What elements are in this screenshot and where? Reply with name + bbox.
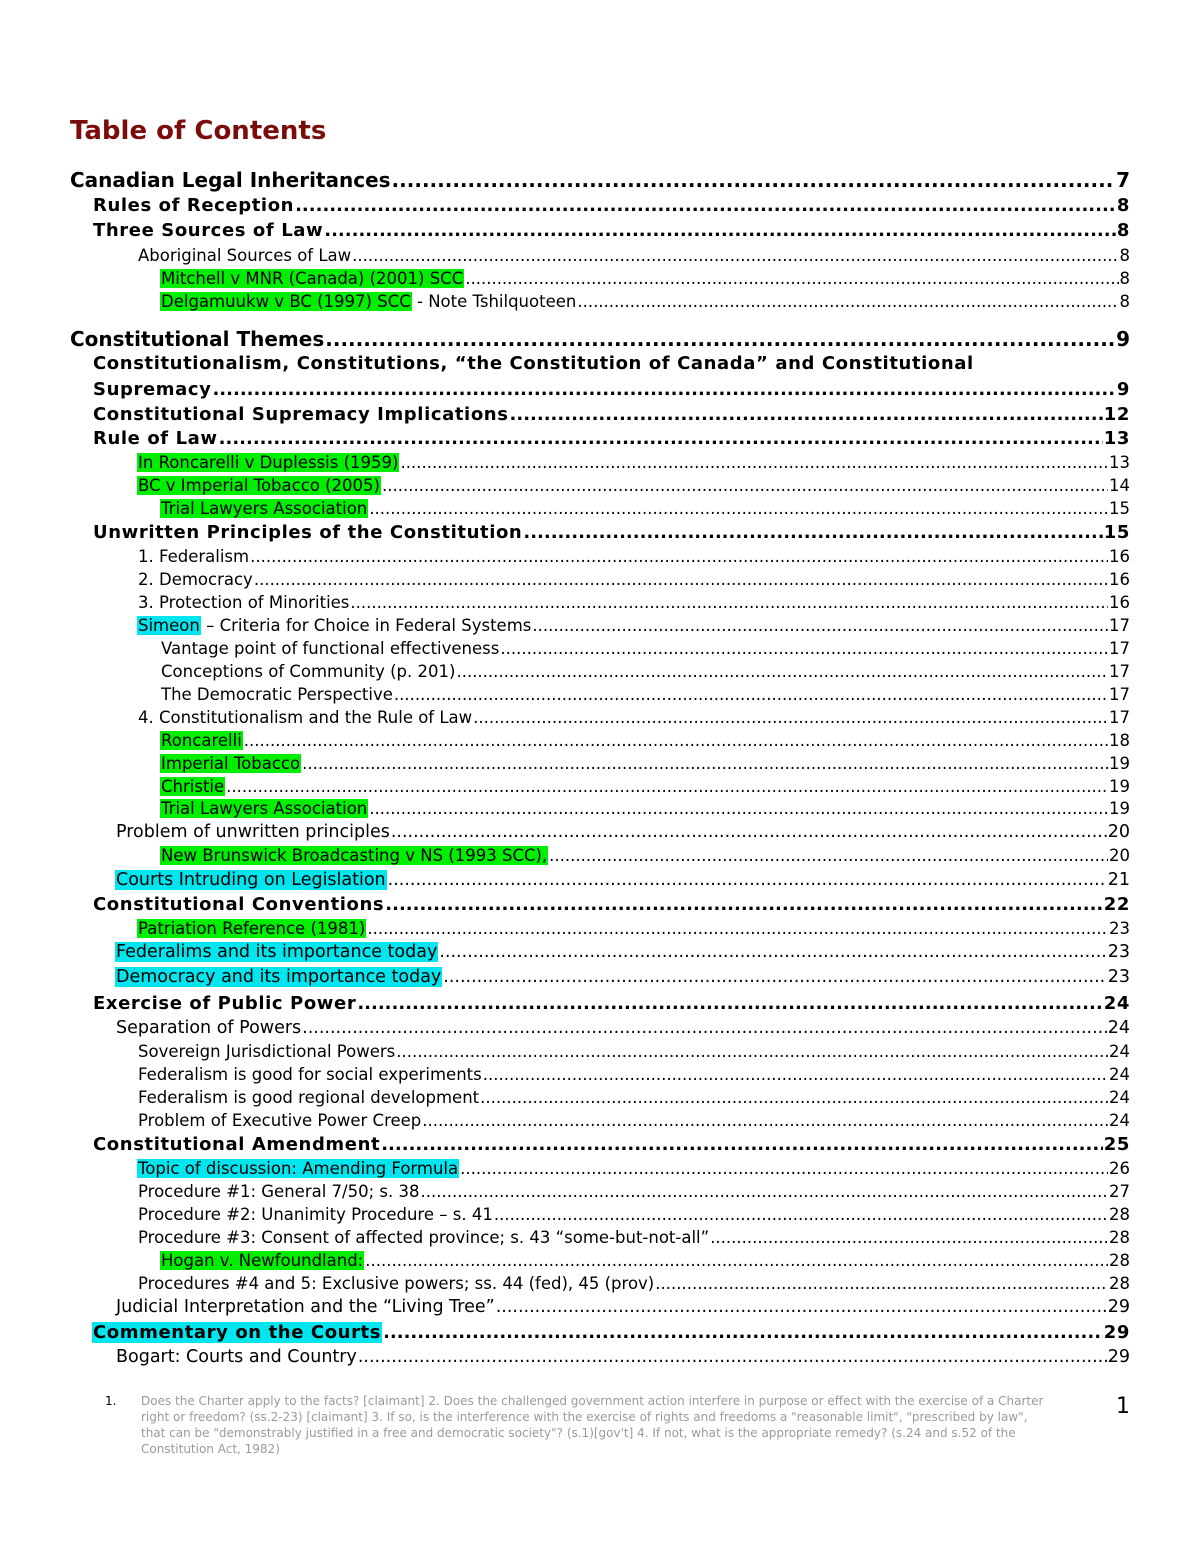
dot-leader (420, 1180, 1108, 1203)
toc-entry-page: 25 (1103, 1134, 1130, 1155)
toc-entry-label: Procedure #2: Unanimity Procedure – s. 41 (138, 1205, 493, 1224)
highlighted-label: New Brunswick Broadcasting v NS (1993 SCC), (161, 846, 548, 865)
dot-leader (523, 520, 1102, 545)
highlighted-label: Christie (161, 777, 225, 796)
toc-entry[interactable] (70, 729, 1130, 752)
dot-leader (385, 892, 1102, 917)
toc-entry-page: 8 (1119, 246, 1130, 265)
dot-leader (500, 637, 1108, 660)
dot-leader (465, 267, 1118, 290)
toc-entry-page: 23 (1107, 942, 1130, 962)
dot-leader (394, 683, 1108, 706)
toc-entry[interactable] (70, 267, 1130, 290)
toc-entry[interactable] (70, 377, 1130, 402)
toc-entry[interactable] (70, 426, 1130, 451)
dot-leader (439, 940, 1106, 965)
toc-entry-page: 17 (1109, 708, 1130, 727)
toc-entry-page: 9 (1116, 379, 1130, 400)
toc-entry-label: Rules of Reception (93, 195, 295, 216)
toc-entry-page: 28 (1109, 1251, 1130, 1270)
dot-leader (510, 402, 1103, 427)
toc-entry[interactable] (70, 820, 1130, 845)
highlighted-label: Delgamuukw v BC (1997) SCC (161, 292, 411, 311)
dot-leader (365, 1249, 1108, 1272)
dot-leader (226, 775, 1108, 798)
toc-entry-label: Sovereign Jurisdictional Powers (138, 1042, 396, 1061)
toc-entry-page: 20 (1109, 846, 1130, 865)
toc-entry[interactable] (70, 892, 1130, 917)
dot-leader (367, 917, 1108, 940)
toc-entry-label: Exercise of Public Power (93, 993, 357, 1014)
highlighted-label: Trial Lawyers Association (161, 799, 368, 818)
toc-entry[interactable] (70, 991, 1130, 1016)
toc-entry-label: Problem of Executive Power Creep (138, 1111, 422, 1130)
toc-entry-page: 17 (1109, 639, 1130, 658)
toc-entry-label (160, 729, 243, 752)
toc-entry-label: Canadian Legal Inheritances (70, 168, 391, 192)
toc-entry-page: 24 (1109, 1088, 1130, 1107)
toc-entry-page: 13 (1103, 428, 1130, 449)
dot-leader (422, 1109, 1108, 1132)
toc-entry[interactable] (70, 325, 1130, 353)
toc-entry-page: 23 (1107, 967, 1130, 987)
dot-leader (494, 1203, 1108, 1226)
toc-entry[interactable] (70, 1040, 1130, 1063)
toc-entry[interactable] (70, 706, 1130, 729)
highlighted-label: Federalims and its importance today (116, 942, 438, 962)
highlighted-label: Democracy and its importance today (116, 967, 442, 987)
dot-leader (400, 451, 1108, 474)
toc-entry-page: 8 (1119, 292, 1130, 311)
toc-entry-label: Constitutional Amendment (93, 1134, 381, 1155)
toc-entry-page: 26 (1109, 1159, 1130, 1178)
dot-leader (254, 568, 1108, 591)
toc-entry[interactable] (70, 402, 1130, 427)
dot-leader (396, 1040, 1108, 1063)
highlighted-label: BC v Imperial Tobacco (2005) (138, 476, 380, 495)
toc-entry-label: Constitutional Supremacy Implications (93, 404, 509, 425)
toc-entry-page: 14 (1109, 476, 1130, 495)
dot-leader (577, 290, 1118, 313)
toc-entry[interactable] (70, 351, 1130, 376)
toc-entry-label: Three Sources of Law (93, 220, 324, 241)
toc-entry-page: 27 (1109, 1182, 1130, 1201)
toc-entry-page: 13 (1109, 453, 1130, 472)
toc-entry-page: 17 (1109, 662, 1130, 681)
footnote-text: Does the Charter apply to the facts? [claimant] 2. Does the challenged government action interfere in purpose or effect with the exercise of a Charter right or freedom? (ss.2-23) [claimant] 3. If so, is the interference with the exercise of rights and freedoms a "reasonable limit", "prescribed by law", that can be "demonstrably justified in a free and democratic society"? (s.1)[gov't] 4. If not, what is the appropriate remedy? (s.24 and s.52 of the Constitution Act, 1982) (141, 1394, 1044, 1456)
footnote-marker: 1. (105, 1394, 117, 1408)
label-suffix: – Criteria for Choice in Federal Systems (200, 616, 532, 635)
toc-entry[interactable] (70, 451, 1130, 474)
toc-entry-label: 2. Democracy (138, 570, 253, 589)
dot-leader (655, 1272, 1108, 1295)
toc-entry[interactable] (70, 591, 1130, 614)
toc-entry-label (115, 940, 438, 965)
toc-entry-page: 19 (1109, 799, 1130, 818)
toc-entry[interactable] (70, 683, 1130, 706)
toc-entry-label: Rule of Law (93, 428, 218, 449)
toc-entry-label: Unwritten Principles of the Constitution (93, 522, 523, 543)
toc-entry-page: 17 (1109, 616, 1130, 635)
toc-entry-page: 8 (1116, 195, 1130, 216)
toc-entry[interactable] (70, 775, 1130, 798)
toc-entry-page: 24 (1109, 1065, 1130, 1084)
toc-entry-label (160, 1249, 364, 1272)
toc-entry[interactable] (70, 1272, 1130, 1295)
dot-leader (391, 820, 1107, 845)
toc-entry-label (160, 290, 576, 313)
toc-entry[interactable] (70, 940, 1130, 965)
toc-entry-label: Procedures #4 and 5: Exclusive powers; ss. 44 (fed), 45 (prov) (138, 1274, 655, 1293)
toc-entry-label (137, 474, 381, 497)
dot-leader (382, 474, 1108, 497)
toc-entry[interactable] (70, 218, 1130, 243)
toc-entry-page: 17 (1109, 685, 1130, 704)
dot-leader (381, 1132, 1103, 1157)
toc-entry-page: 29 (1103, 1322, 1130, 1343)
toc-entry-page: 19 (1109, 777, 1130, 796)
toc-entry-page: 24 (1107, 1018, 1130, 1038)
toc-entry-page: 12 (1103, 404, 1130, 425)
toc-entry-label: The Democratic Perspective (161, 685, 393, 704)
toc-entry[interactable] (70, 1345, 1130, 1370)
dot-leader (549, 844, 1108, 867)
toc-entry[interactable] (70, 1016, 1130, 1041)
label-suffix: - Note Tshilquoteen (411, 292, 577, 311)
dot-leader (483, 1063, 1108, 1086)
dot-leader (295, 193, 1116, 218)
toc-entry-label (137, 451, 399, 474)
toc-entry-label (137, 917, 366, 940)
toc-entry-label (160, 797, 368, 820)
toc-title: Table of Contents (70, 116, 327, 146)
toc-entry-label: 4. Constitutionalism and the Rule of Law (138, 708, 473, 727)
toc-entry[interactable] (70, 290, 1130, 313)
dot-leader (443, 965, 1106, 990)
dot-leader (302, 1016, 1107, 1041)
highlighted-label: Roncarelli (161, 731, 242, 750)
dot-leader (357, 991, 1102, 1016)
toc-entry[interactable] (70, 844, 1130, 867)
toc-entry-label (115, 868, 387, 893)
page-number: 1 (1116, 1394, 1130, 1419)
toc-entry[interactable] (70, 568, 1130, 591)
toc-entry-label: Vantage point of functional effectiveness (161, 639, 500, 658)
toc-entry-page: 20 (1107, 822, 1130, 842)
toc-entry-page: 24 (1103, 993, 1130, 1014)
toc-entry-label: Separation of Powers (116, 1018, 302, 1038)
dot-leader (383, 1320, 1103, 1345)
toc-entry[interactable] (70, 868, 1130, 893)
toc-entry-page: 18 (1109, 731, 1130, 750)
toc-entry-label (160, 267, 464, 290)
toc-entry-label (160, 775, 225, 798)
toc-entry[interactable] (70, 474, 1130, 497)
toc-entry[interactable] (70, 166, 1130, 194)
toc-entry[interactable] (70, 965, 1130, 990)
toc-entry-page: 16 (1109, 547, 1130, 566)
toc-entry-page: 29 (1107, 1297, 1130, 1317)
toc-entry[interactable] (70, 1180, 1130, 1203)
toc-entry-label (92, 1320, 382, 1345)
toc-entry[interactable] (70, 1109, 1130, 1132)
toc-entry[interactable] (70, 497, 1130, 520)
toc-entry[interactable] (70, 614, 1130, 637)
toc-entry[interactable] (70, 1157, 1130, 1180)
toc-entry-label: Procedure #1: General 7/50; s. 38 (138, 1182, 420, 1201)
toc-entry-page: 15 (1103, 522, 1130, 543)
footnote (105, 1393, 1045, 1457)
dot-leader (244, 729, 1108, 752)
toc-entry-label: Judicial Interpretation and the “Living Tree” (116, 1297, 495, 1317)
toc-entry-page: 22 (1103, 894, 1130, 915)
toc-entry[interactable] (70, 545, 1130, 568)
toc-entry-page: 19 (1109, 754, 1130, 773)
toc-entry-page: 28 (1109, 1205, 1130, 1224)
dot-leader (324, 218, 1116, 243)
dot-leader (250, 545, 1108, 568)
toc-entry-page: 24 (1109, 1042, 1130, 1061)
toc-entry[interactable] (70, 244, 1130, 267)
highlighted-label: Hogan v. Newfoundland: (161, 1251, 364, 1270)
toc-entry-label: Constitutional Themes (70, 327, 325, 351)
highlighted-label: Courts Intruding on Legislation (116, 870, 386, 890)
toc-entry[interactable] (70, 193, 1130, 218)
toc-entry-page: 15 (1109, 499, 1130, 518)
toc-entry-label: Bogart: Courts and Country (116, 1347, 357, 1367)
dot-leader (325, 325, 1115, 353)
dot-leader (369, 797, 1108, 820)
toc-entry-page: 28 (1109, 1274, 1130, 1293)
toc-entry-page: 16 (1109, 593, 1130, 612)
toc-entry-label (115, 965, 442, 990)
dot-leader (460, 1157, 1108, 1180)
toc-entry[interactable] (70, 1295, 1130, 1320)
toc-entry-page: 8 (1119, 269, 1130, 288)
toc-entry-page: 24 (1109, 1111, 1130, 1130)
dot-leader (350, 591, 1108, 614)
toc-entry-label: 1. Federalism (138, 547, 250, 566)
toc-entry-label (137, 1157, 459, 1180)
toc-entry-page: 28 (1109, 1228, 1130, 1247)
highlighted-label: Topic of discussion: Amending Formula (138, 1159, 459, 1178)
toc-entry-label: 3. Protection of Minorities (138, 593, 350, 612)
toc-entry-page: 29 (1107, 1347, 1130, 1367)
highlighted-label: Mitchell v MNR (Canada) (2001) SCC (161, 269, 464, 288)
toc-entry[interactable] (70, 660, 1130, 683)
toc-entry-label: Constitutional Conventions (93, 894, 385, 915)
toc-entry-page: 9 (1116, 327, 1130, 351)
toc-entry[interactable] (70, 1203, 1130, 1226)
toc-entry-label: Federalism is good for social experiments (138, 1065, 482, 1084)
toc-entry[interactable] (70, 797, 1130, 820)
highlighted-label: Commentary on the Courts (93, 1322, 382, 1343)
dot-leader (710, 1226, 1108, 1249)
toc-entry[interactable] (70, 637, 1130, 660)
highlighted-label: Trial Lawyers Association (161, 499, 368, 518)
toc-entry-label (160, 752, 301, 775)
toc-entry-page: 16 (1109, 570, 1130, 589)
highlighted-label: Imperial Tobacco (161, 754, 301, 773)
dot-leader (392, 166, 1116, 194)
toc-entry-label: Constitutionalism, Constitutions, “the Constitution of Canada” and Constitutional (93, 353, 974, 374)
toc-entry[interactable] (70, 1132, 1130, 1157)
toc-entry[interactable] (70, 1320, 1130, 1345)
toc-entry-label: Supremacy (93, 379, 212, 400)
toc-entry-label: Conceptions of Community (p. 201) (161, 662, 456, 681)
dot-leader (480, 1086, 1108, 1109)
toc-entry[interactable] (70, 520, 1130, 545)
toc-entry-label: Aboriginal Sources of Law (138, 246, 352, 265)
toc-entry-label (137, 614, 531, 637)
highlighted-label: Patriation Reference (1981) (138, 919, 366, 938)
dot-leader (302, 752, 1108, 775)
toc-entry-page: 23 (1109, 919, 1130, 938)
highlighted-label: Simeon (138, 616, 200, 635)
toc-entry-page: 21 (1107, 870, 1130, 890)
toc-entry[interactable] (70, 1249, 1130, 1272)
toc-entry-label: Federalism is good regional development (138, 1088, 480, 1107)
toc-entry-page: 7 (1116, 168, 1130, 192)
dot-leader (219, 426, 1103, 451)
toc-entry[interactable] (70, 1226, 1130, 1249)
toc-entry[interactable] (70, 1063, 1130, 1086)
toc-entry[interactable] (70, 752, 1130, 775)
dot-leader (212, 377, 1115, 402)
toc-entry[interactable] (70, 1086, 1130, 1109)
toc-entry-label (160, 497, 368, 520)
dot-leader (456, 660, 1108, 683)
dot-leader (496, 1295, 1107, 1320)
toc-entry-page: 8 (1116, 220, 1130, 241)
dot-leader (532, 614, 1108, 637)
toc-entry-label: Problem of unwritten principles (116, 822, 390, 842)
dot-leader (369, 497, 1108, 520)
highlighted-label: In Roncarelli v Duplessis (1959) (138, 453, 399, 472)
dot-leader (473, 706, 1108, 729)
toc-entry-label: Procedure #3: Consent of affected province; s. 43 “some-but-not-all” (138, 1228, 710, 1247)
dot-leader (352, 244, 1118, 267)
dot-leader (358, 1345, 1107, 1370)
toc-entry[interactable] (70, 917, 1130, 940)
toc-entry-label (160, 844, 548, 867)
dot-leader (388, 868, 1107, 893)
